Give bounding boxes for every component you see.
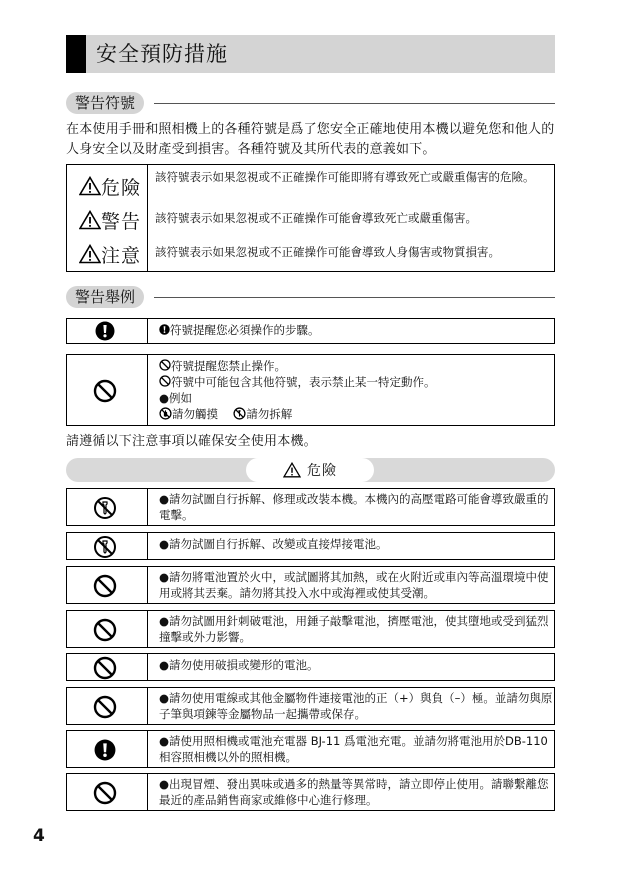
example-mandatory-box bbox=[66, 318, 555, 344]
section-label: 警告舉例 bbox=[66, 286, 144, 308]
danger-row bbox=[66, 773, 555, 811]
level-danger-desc: 該符號表示如果忽視或不正確操作可能即將有導致死亡或嚴重傷害的危險。 bbox=[155, 170, 535, 184]
column-divider bbox=[147, 567, 148, 603]
warning-levels-box bbox=[66, 164, 555, 272]
mandatory-icon bbox=[95, 321, 115, 341]
no-touch-icon bbox=[159, 407, 172, 420]
column-divider bbox=[147, 654, 148, 680]
mandatory-icon bbox=[94, 739, 116, 761]
level-caution bbox=[79, 237, 141, 271]
example-prohibit-box bbox=[66, 354, 555, 426]
prohibit-line-2 bbox=[159, 374, 553, 390]
prohibit-icon bbox=[159, 375, 171, 387]
danger-row-text: ●請勿使用電線或其他金屬物件連接電池的正（+）與負（–）極。並請勿與原子筆與項鍊等金屬物品一起攜帶或保存。 bbox=[159, 691, 553, 721]
column-divider bbox=[147, 489, 148, 525]
danger-row bbox=[66, 610, 555, 648]
no-disassemble-icon bbox=[93, 496, 117, 520]
danger-row-text: ●請勿使用破損或變形的電池。 bbox=[159, 658, 319, 672]
level-caution-label: 注意 bbox=[101, 244, 142, 267]
section-header-examples bbox=[66, 286, 555, 308]
danger-row-text: ●出現冒煙、發出異味或過多的熱量等異常時，請立即停止使用。請聯繫離您最近的產品銷售商家或維修中心進行修理。 bbox=[159, 777, 549, 807]
mandatory-icon bbox=[159, 324, 170, 335]
example-disassemble-text: 請勿拆解 bbox=[246, 407, 293, 421]
section-rule bbox=[154, 103, 555, 104]
column-divider bbox=[147, 355, 148, 425]
prohibit-icon bbox=[93, 618, 117, 642]
level-danger bbox=[79, 169, 141, 203]
page-title: 安全預防措施 bbox=[96, 42, 228, 66]
danger-row-text: ●請勿試圖自行拆解、改變或直接焊接電池。 bbox=[159, 537, 388, 551]
title-block bbox=[66, 35, 86, 73]
danger-row-text: ●請使用照相機或電池充電器 BJ-11 爲電池充電。並請勿將電池用於DB-110 相容照相機以外的照相機。 bbox=[159, 734, 548, 764]
prohibit-icon bbox=[93, 656, 117, 680]
column-divider bbox=[147, 688, 148, 724]
mandatory-text: 符號提醒您必須操作的步驟。 bbox=[170, 323, 320, 337]
danger-row bbox=[66, 532, 555, 560]
danger-row-text: ●請勿試圖自行拆解、修理或改裝本機。本機內的高壓電路可能會導致嚴重的電擊。 bbox=[159, 492, 549, 522]
prohibit-example-text bbox=[159, 358, 553, 422]
example-touch-text: 請勿觸摸 bbox=[172, 407, 218, 421]
danger-row bbox=[66, 730, 555, 768]
danger-row-text: ●請勿試圖用針刺破電池，用錘子敲擊電池，擠壓電池，使其墮地或受到猛烈撞擊或外力影響。 bbox=[159, 614, 549, 644]
mandatory-example-text bbox=[159, 322, 553, 338]
level-warning-label: 警告 bbox=[101, 210, 142, 233]
level-danger-label: 危險 bbox=[101, 176, 142, 199]
prohibit-icon bbox=[93, 379, 117, 403]
prohibit-line-2-text: 符號中可能包含其他符號，表示禁止某一特定動作。 bbox=[171, 375, 436, 389]
page-number: 4 bbox=[33, 826, 45, 846]
example-label: ●例如 bbox=[159, 391, 193, 405]
no-disassemble-icon bbox=[93, 535, 117, 559]
column-divider bbox=[147, 319, 148, 343]
column-divider bbox=[147, 533, 148, 559]
follow-instructions-text: 請遵循以下注意事項以確保安全使用本機。 bbox=[66, 434, 317, 449]
danger-row bbox=[66, 653, 555, 681]
column-divider bbox=[147, 774, 148, 810]
prohibit-line-1-text: 符號提醒您禁止操作。 bbox=[171, 359, 286, 373]
warning-triangle-icon bbox=[79, 176, 101, 196]
danger-row-text: ●請勿將電池置於火中，或試圖將其加熱，或在火附近或車內等高溫環境中使用或將其丟棄。請勿將其投入水中或海裡或使其受潮。 bbox=[159, 570, 549, 600]
column-divider bbox=[147, 611, 148, 647]
level-caution-desc: 該符號表示如果忽視或不正確操作可能會導致人身傷害或物質損害。 bbox=[155, 245, 500, 259]
danger-row bbox=[66, 488, 555, 526]
danger-row bbox=[66, 566, 555, 604]
intro-paragraph: 在本使用手冊和照相機上的各種符號是爲了您安全正確地使用本機以避免您和他人的人身安全以及財產受到損害。各種符號及其所代表的意義如下。 bbox=[66, 122, 555, 157]
warning-triangle-icon bbox=[283, 462, 301, 478]
section-label: 警告符號 bbox=[66, 92, 144, 114]
danger-row bbox=[66, 687, 555, 725]
no-disassemble-icon bbox=[233, 407, 246, 420]
prohibit-icon bbox=[93, 695, 117, 719]
section-header-symbols bbox=[66, 92, 555, 114]
prohibit-icon bbox=[159, 359, 171, 371]
danger-header bbox=[246, 458, 374, 482]
danger-header-label: 危險 bbox=[307, 463, 337, 479]
warning-triangle-icon bbox=[79, 210, 101, 230]
prohibit-icon bbox=[93, 781, 117, 805]
example-icons-line bbox=[159, 406, 553, 422]
warning-triangle-icon bbox=[79, 244, 101, 264]
column-divider bbox=[147, 731, 148, 767]
prohibit-line-1 bbox=[159, 358, 553, 374]
column-divider bbox=[147, 165, 148, 271]
prohibit-icon bbox=[93, 574, 117, 598]
level-warning bbox=[79, 203, 141, 237]
level-warning-desc: 該符號表示如果忽視或不正確操作可能會導致死亡或嚴重傷害。 bbox=[155, 211, 477, 225]
section-rule bbox=[154, 297, 555, 298]
